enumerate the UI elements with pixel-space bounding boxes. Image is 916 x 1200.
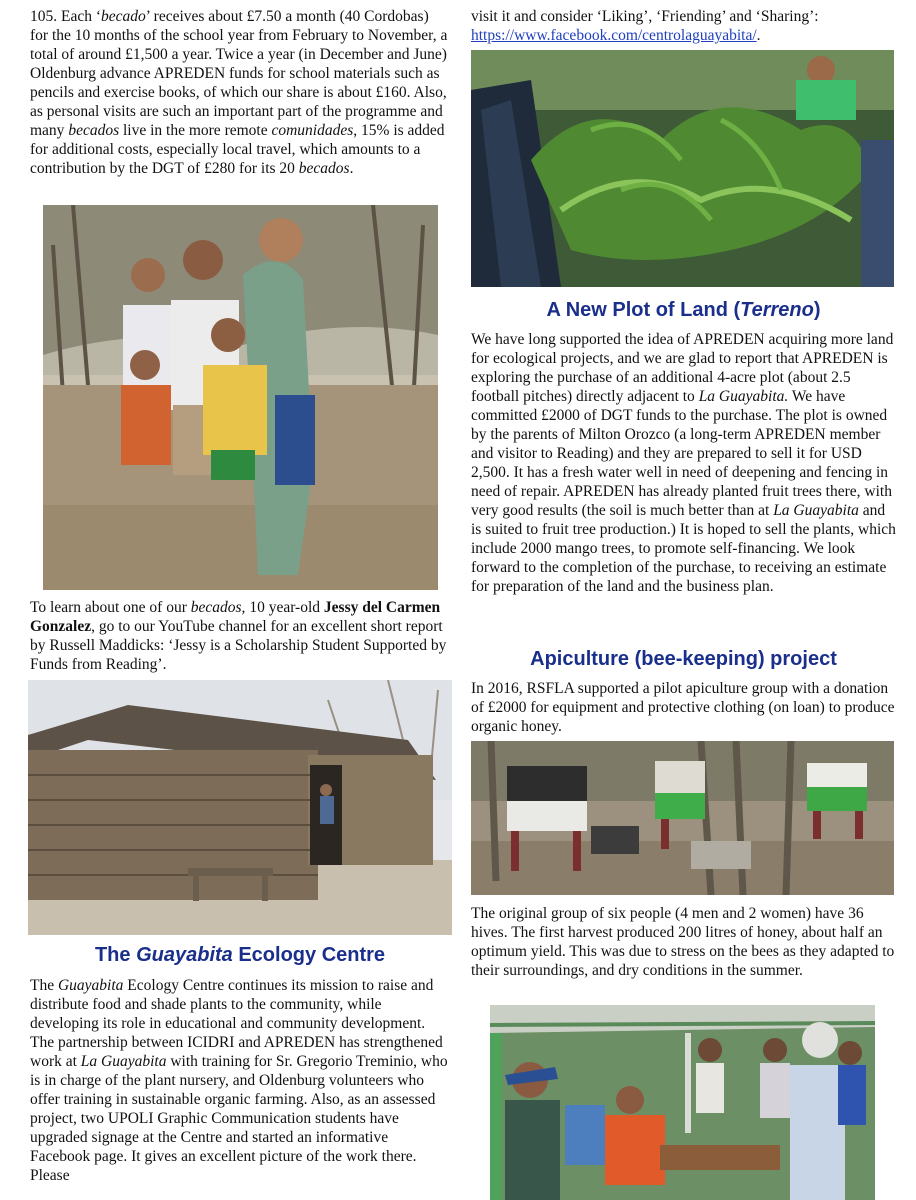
meeting-photo: [490, 1005, 875, 1200]
facebook-paragraph: visit it and consider ‘Liking’, ‘Friending’ and ‘Sharing’: https://www.facebook.com/centrolaguayabita/.: [471, 8, 819, 44]
new-plot-heading: A New Plot of Land (Terreno): [546, 299, 821, 321]
apiculture-heading: Apiculture (bee-keeping) project: [530, 648, 837, 670]
plants-truck-photo: [471, 50, 894, 287]
harvest-paragraph: The original group of six people (4 men and 2 women) have 36 hives. The first harvest produced 200 litres of honey, about half an optimum yield. This was due to stress on the bees as they adapted to their surroundings, and dry conditions in the summer.: [471, 905, 895, 979]
eco-centre-heading: The Guayabita Ecology Centre: [94, 944, 386, 966]
becado-paragraph: 105. Each ‘becado’ receives about £7.50 a month (40 Cordobas) for the 10 months of the school year from February to November, a total of around £1,500 a year. Twice a year (in December and June) Oldenburg advance APREDEN funds for school materials such as pencils and exercise books, of which our share is about £160. Also, as personal visits are such an important part of the programme and many becados live in the more remote comunidades, 15% is added for additional costs, especially local travel, which amounts to a contribution by the DGT of £280 for its 20 becados.: [30, 8, 448, 177]
family-photo: [43, 205, 438, 590]
jessy-paragraph: To learn about one of our becados, 10 year-old Jessy del Carmen Gonzalez, go to our YouTube channel for an excellent short report by Russell Maddicks: ‘Jessy is a Scholarship Student Supported by Funds from Reading’.: [30, 599, 447, 673]
new-plot-paragraph: We have long supported the idea of APREDEN acquiring more land for ecological projects, and we are glad to report that APREDEN is exploring the purchase of an additional 4-acre plot (about 2.5 football pitches) directly adjacent to La Guayabita. We have committed £2000 of DGT funds to the purchase. The plot is owned by the parents of Milton Orozco (a long-term APREDEN member and visitor to Reading) and they are prepared to sell it for USD 2,500. It has a fresh water well in need of deepening and fencing in need of repair. APREDEN has already planted fruit trees there, with very good results (the soil is much better than at La Guayabita and is suited to fruit tree production.) It is hoped to sell the plants, which include 2000 mango trees, to promote self-financing. We look forward to the completion of the purchase, to receiving an estimate for preparation of the land and the business plan.: [471, 331, 896, 595]
wooden-house-photo: [28, 680, 452, 935]
eco-centre-paragraph: The Guayabita Ecology Centre continues its mission to raise and distribute food and shade plants to the community, while developing its role in educational and community development. The partnership between ICIDRI and APREDEN has strengthened work at La Guayabita with training for Sr. Gregorio Treminio, who is in charge of the plant nursery, and Oldenburg volunteers who offer training in sustainable organic farming. Also, as an assessed project, two UPOLI Graphic Communication students have upgraded signage at the Centre and started an informative Facebook page. It gives an excellent picture of the work there. Please: [30, 977, 448, 1184]
beehives-photo: [471, 741, 894, 895]
apiculture-paragraph: In 2016, RSFLA supported a pilot apiculture group with a donation of £2000 for equipment and protective clothing (on loan) to produce organic honey.: [471, 680, 895, 735]
facebook-link[interactable]: https://www.facebook.com/centrolaguayabita/: [471, 27, 757, 44]
